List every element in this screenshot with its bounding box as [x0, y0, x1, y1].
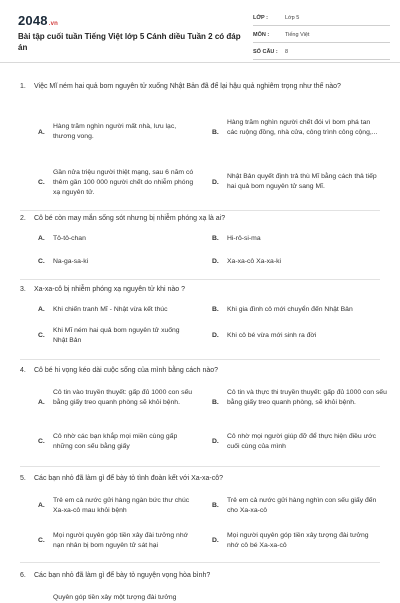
option-text: Trẻ em cả nước gửi hàng nghìn con sếu giấy đến cho Xa-xa-cô	[227, 497, 377, 514]
question-number: 6.	[20, 572, 26, 579]
option-letter: A.	[38, 235, 45, 242]
option-letter: A.	[38, 306, 45, 313]
question-text-wrap	[0, 214, 400, 224]
option-text: Hàng trăm nghìn người mất nhà, lưu lạc, thương vong.	[53, 123, 177, 140]
logo-main: 2048	[18, 13, 48, 28]
question-text: Việc Mĩ ném hai quả bom nguyên tử xuống Nhật Bản đã để lại hậu quả nghiêm trọng như thế nào?	[34, 83, 341, 90]
option-text: Nhật Bản quyết định trả thù Mĩ bằng cách thả tiếp hai quả bom nguyên tử sang Mĩ.	[227, 173, 377, 190]
question-text: Xa-xa-cô bị nhiễm phóng xạ nguyên tử khi nào ?	[34, 286, 186, 293]
option-letter: D.	[212, 179, 219, 186]
logo-suffix: .vn	[48, 21, 59, 27]
divider	[20, 210, 380, 211]
option-letter: D.	[212, 332, 219, 339]
question-text-wrap	[0, 285, 400, 295]
option-text: Mọi người quyên góp tiền xây tượng đài tưởng nhớ cô bé Xa-xa-cô	[227, 532, 369, 549]
option-text: Cô tin và thực thi truyền thuyết: gấp đủ 1000 con sếu bằng giấy treo quanh phòng, sẽ khỏi bệnh.	[227, 389, 387, 406]
option-text: Quyên góp tiền xây một tượng đài tưởng	[53, 594, 177, 601]
question-1	[0, 82, 400, 214]
option-letter: A.	[38, 502, 45, 509]
option-text: Na-ga-sa-ki	[53, 258, 89, 265]
option-letter: B.	[212, 399, 219, 406]
question-number: 2.	[20, 215, 26, 222]
option-text: Xa-xa-cô Xa-xa-ki	[227, 258, 282, 265]
question-2	[0, 214, 400, 286]
option-text: Trẻ em cả nước gửi hàng ngàn bức thư chúc Xa-xa-cô mau khỏi bệnh	[53, 497, 190, 514]
divider	[20, 562, 380, 563]
question-number: 3.	[20, 286, 26, 293]
divider	[20, 279, 380, 280]
meta-key: LỚP :	[253, 15, 268, 21]
question-text-wrap	[0, 82, 400, 92]
page-header	[0, 0, 400, 63]
question-number: 5.	[20, 475, 26, 482]
option-letter: A.	[38, 399, 45, 406]
meta-value: 8	[285, 49, 289, 55]
option-letter: C.	[38, 332, 45, 339]
meta-key: MÔN :	[253, 32, 270, 38]
page-title: Bài tập cuối tuần Tiếng Việt lớp 5 Cánh diều Tuần 2 có đáp án	[18, 32, 241, 52]
option-letter: C.	[38, 537, 45, 544]
meta-key: SỐ CÂU :	[253, 49, 278, 55]
option-text: Tô-tô-chan	[53, 235, 86, 242]
option-letter: B.	[212, 306, 219, 313]
option-letter: A.	[38, 129, 45, 136]
question-4	[0, 366, 400, 474]
meta-value: Lớp 5	[285, 15, 300, 21]
question-text-wrap	[0, 571, 400, 581]
option-text: Khi Mĩ ném hai quả bom nguyên tử xuống Nhật Bản	[53, 327, 180, 344]
option-text: Mọi người quyên góp tiền xây đài tưởng nhớ nạn nhân bị bom nguyên tử sát hại	[53, 532, 189, 549]
meta-row-class	[253, 14, 390, 26]
question-number: 1.	[20, 83, 26, 90]
meta-panel	[253, 14, 390, 65]
option-text: Khi cô bé vừa mới sinh ra đời	[227, 332, 317, 339]
option-text: Khi gia đình cô mới chuyển đến Nhật Bản	[227, 306, 353, 313]
question-6	[0, 571, 400, 601]
question-5	[0, 474, 400, 566]
option-letter: C.	[38, 258, 45, 265]
option-letter: B.	[212, 129, 219, 136]
option-text: Cô nhờ các bạn khắp mọi miền cùng gấp những con sếu bằng giấy	[53, 433, 178, 450]
option-letter: D.	[212, 537, 219, 544]
question-text-wrap	[0, 366, 400, 376]
option-text: Khi chiến tranh Mĩ - Nhật vừa kết thúc	[53, 306, 168, 313]
option-letter: D.	[212, 258, 219, 265]
question-3	[0, 285, 400, 367]
question-text-wrap	[0, 474, 400, 484]
site-logo[interactable]	[18, 13, 58, 28]
option-text: Hàng trăm nghìn người chết đói vì bom phá tan các ruộng đồng, nhà cửa, công trình công cộng,...	[227, 119, 378, 136]
option-text: Hi-rô-si-ma	[227, 235, 261, 242]
option-letter: C.	[38, 438, 45, 445]
option-text: Cô tin vào truyền thuyết: gấp đủ 1000 con sếu bằng giấy treo quanh phòng sẽ khỏi bệnh.	[53, 389, 193, 406]
option-letter: D.	[212, 438, 219, 445]
option-text: Gần nửa triệu người thiệt mạng, sau 6 năm có thêm gần 100 000 người chết do nhiễm phóng xạ nguyên tử.	[53, 169, 194, 196]
meta-row-subject	[253, 31, 390, 43]
meta-value: Tiếng Việt	[285, 32, 310, 38]
option-letter: B.	[212, 502, 219, 509]
meta-row-count	[253, 48, 390, 60]
question-text: Cô bé còn may mắn sống sót nhưng bị nhiễm phóng xạ là ai?	[34, 215, 226, 222]
question-text: Các bạn nhỏ đã làm gì để bày tỏ tình đoàn kết với Xa-xa-cô?	[34, 475, 224, 482]
question-text: Các bạn nhỏ đã làm gì để bày tỏ nguyện vọng hòa bình?	[34, 572, 211, 579]
option-text: Cô nhờ mọi người giúp đỡ để thực hiện điều ước cuối cùng của mình	[227, 433, 376, 450]
question-text: Cô bé hi vọng kéo dài cuộc sống của mình bằng cách nào?	[34, 367, 219, 374]
divider	[20, 466, 380, 467]
question-number: 4.	[20, 367, 26, 374]
option-letter: B.	[212, 235, 219, 242]
divider	[20, 359, 380, 360]
option-letter: C.	[38, 179, 45, 186]
